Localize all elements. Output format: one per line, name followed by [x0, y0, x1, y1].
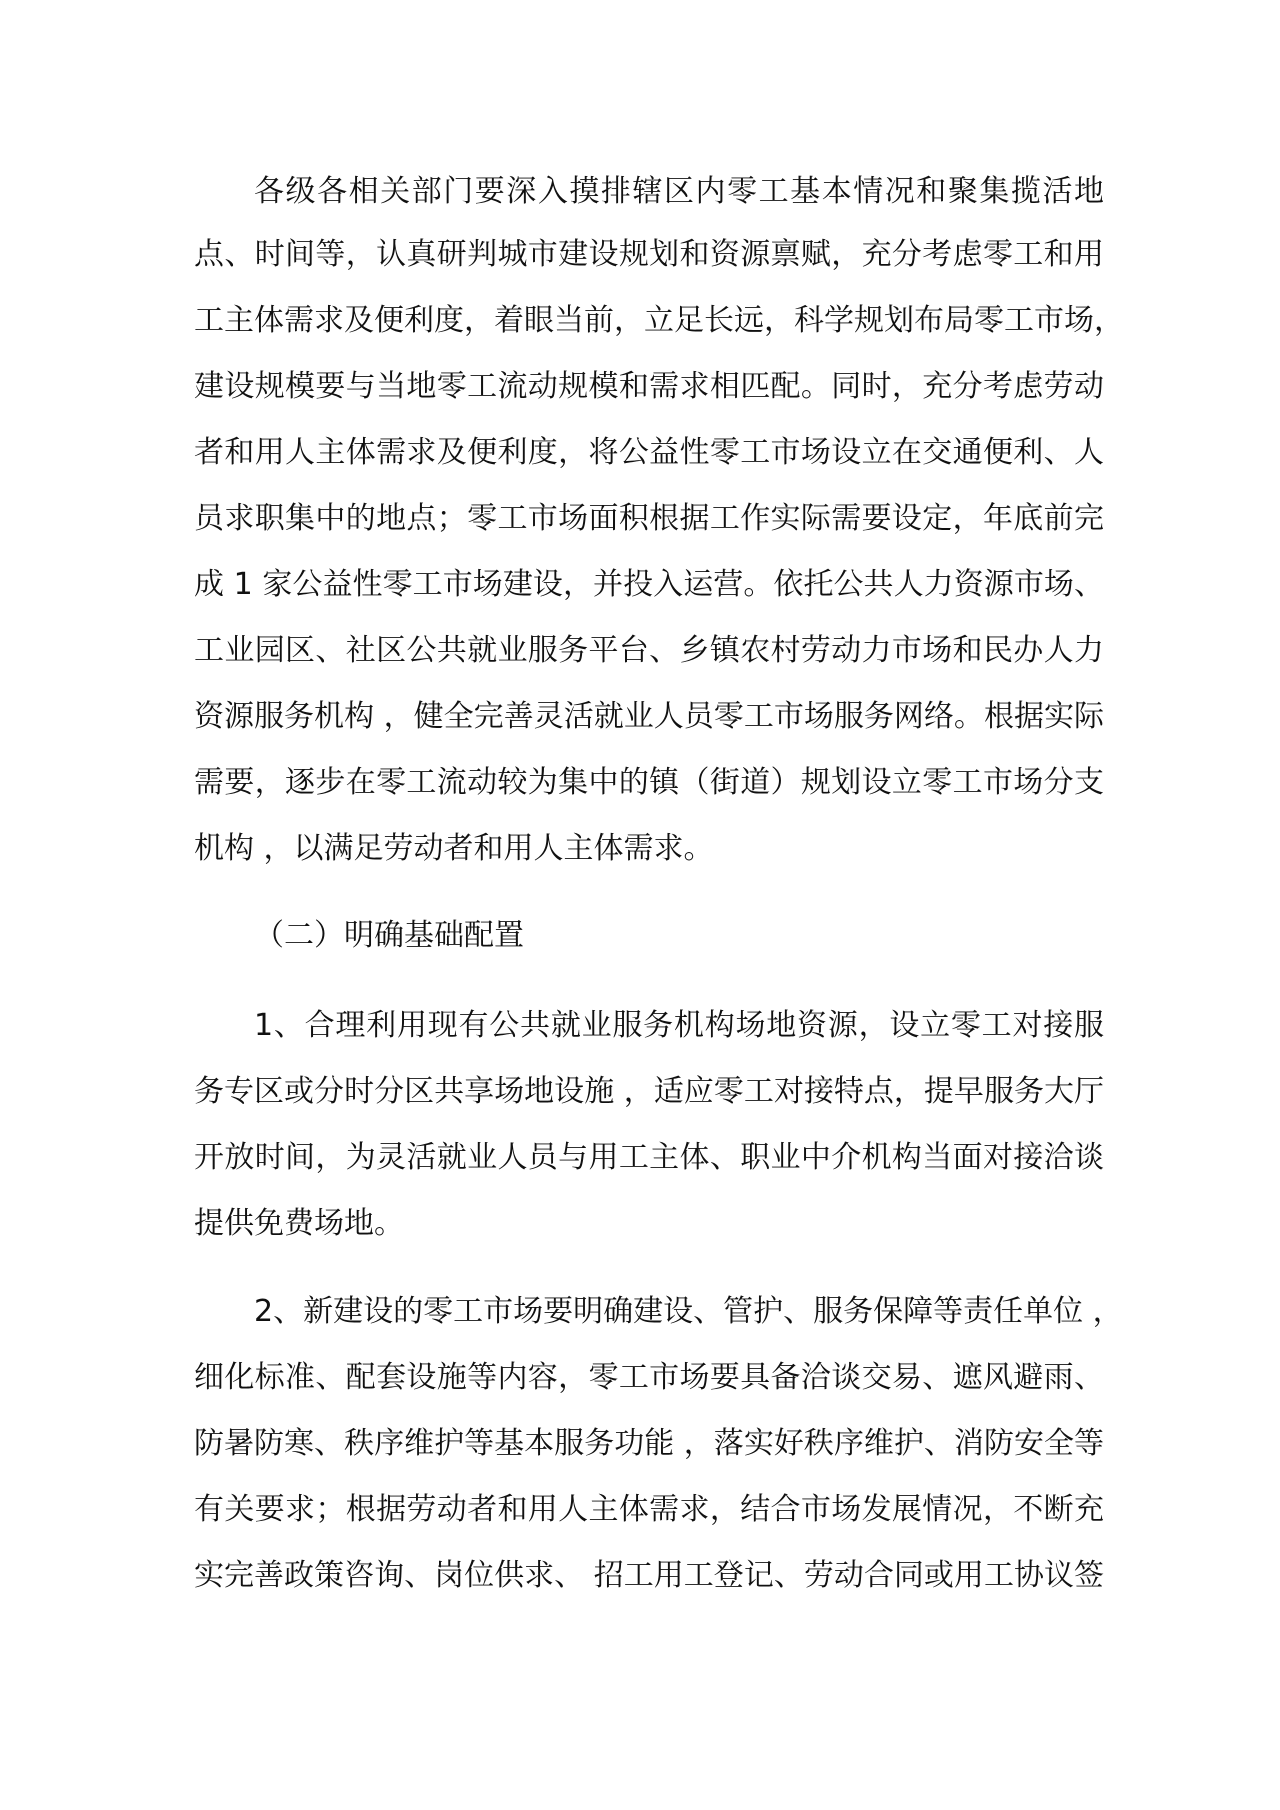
- paragraph-line: 细化标准、配套设施等内容，零工市场要具备洽谈交易、遮风避雨、: [194, 1360, 1104, 1395]
- paragraph-line: 工主体需求及便利度，着眼当前，立足长远，科学规划布局零工市场，: [194, 303, 1124, 338]
- paragraph-line: 成 1 家公益性零工市场建设，并投入运营。依托公共人力资源市场、: [194, 567, 1104, 602]
- paragraph-line: 1、合理利用现有公共就业服务机构场地资源，设立零工对接服: [254, 1008, 1104, 1043]
- paragraph-line: 防暑防寒、秩序维护等基本服务功能 ，落实好秩序维护、消防安全等: [194, 1426, 1104, 1461]
- paragraph-line: 机构 ，以满足劳动者和用人主体需求。: [194, 831, 714, 866]
- paragraph-line: 有关要求；根据劳动者和用人主体需求，结合市场发展情况，不断充: [194, 1492, 1104, 1527]
- paragraph-line: 点、时间等，认真研判城市建设规划和资源禀赋，充分考虑零工和用: [194, 237, 1104, 272]
- section-heading: （二）明确基础配置: [254, 918, 524, 953]
- paragraph-line: 员求职集中的地点；零工市场面积根据工作实际需要设定，年底前完: [194, 501, 1104, 536]
- paragraph-line: 者和用人主体需求及便利度，将公益性零工市场设立在交通便利、人: [194, 435, 1104, 470]
- paragraph-line: 务专区或分时分区共享场地设施 ，适应零工对接特点，提早服务大厅: [194, 1074, 1104, 1109]
- paragraph-line: 实完善政策咨询、岗位供求、 招工用工登记、劳动合同或用工协议签: [194, 1558, 1104, 1593]
- paragraph-line: 2、新建设的零工市场要明确建设、管护、服务保障等责任单位 ，: [254, 1294, 1123, 1329]
- paragraph-line: 提供免费场地。: [194, 1206, 404, 1241]
- paragraph-line: 工业园区、社区公共就业服务平台、乡镇农村劳动力市场和民办人力: [194, 633, 1104, 668]
- paragraph-line: 开放时间，为灵活就业人员与用工主体、职业中介机构当面对接洽谈: [194, 1140, 1104, 1175]
- paragraph-line: 需要，逐步在零工流动较为集中的镇（街道）规划设立零工市场分支: [194, 765, 1104, 800]
- paragraph-line: 各级各相关部门要深入摸排辖区内零工基本情况和聚集揽活地: [254, 174, 1104, 209]
- paragraph-line: 建设规模要与当地零工流动规模和需求相匹配。同时，充分考虑劳动: [194, 369, 1104, 404]
- paragraph-line: 资源服务机构 ，健全完善灵活就业人员零工市场服务网络。根据实际: [194, 699, 1104, 734]
